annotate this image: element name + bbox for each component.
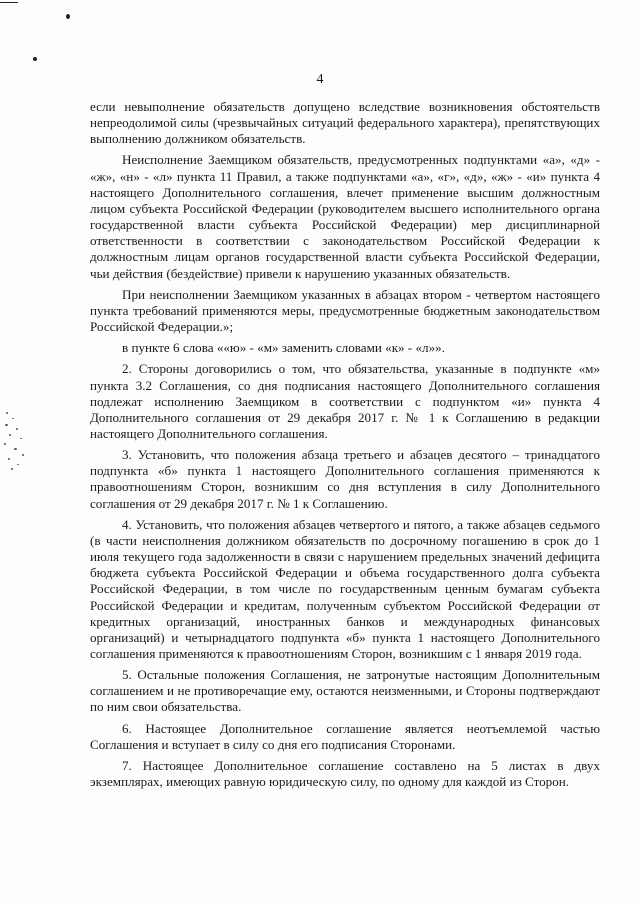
scan-noise [2, 410, 42, 472]
paragraph-item-3: 3. Установить, что положения абзаца третьего и абзацев десятого – тринадцатого подпункта «б» пункта 1 настоящего Дополнительного соглашения применяются к правоотношениям Сторон, возникшим со дня вступления в силу Дополнительного соглашения от 29 декабря 2017 г. № 1 к Соглашению. [90, 447, 600, 511]
scan-speck [33, 57, 37, 61]
document-body [90, 99, 600, 795]
paragraph-disciplinary-liability: Неисполнение Заемщиком обязательств, предусмотренных подпунктами «а», «д» - «ж», «н» - «л» пункта 11 Правил, а также подпунктами «а», «г», «д», «ж» - «и» пункта 4 настоящего Дополнительного соглашения, влечет применение высшим должностным лицом субъекта Российской Федерации (руководителем высшего исполнительного органа государственной власти субъекта Российской Федерации) мер дисциплинарной ответственности в соответствии с законодательством Российской Федерации к должностным лицам органов государственной власти субъекта Российской Федерации, чьи действия (бездействие) привели к нарушению указанных обязательств. [90, 152, 600, 281]
paragraph-item-6: 6. Настоящее Дополнительное соглашение является неотъемлемой частью Соглашения и вступает в силу со дня его подписания Сторонами. [90, 720, 600, 752]
paragraph-item-2: 2. Стороны договорились о том, что обязательства, указанные в подпункте «м» пункта 3.2 Соглашения, со дня подписания настоящего Дополнительного соглашения подлежат исполнению Заемщиком в соответствии с подпунктом «и» пункта 4 Дополнительного соглашения от 29 декабря 2017 г. № 1 к Соглашению в редакции настоящего Дополнительного соглашения. [90, 361, 600, 441]
paragraph-item-7: 7. Настоящее Дополнительное соглашение составлено на 5 листах в двух экземплярах, имеющих равную юридическую силу, по одному для каждой из Сторон. [90, 757, 600, 790]
paragraph-force-majeure: если невыполнение обязательств допущено вследствие возникновения обстоятельств непреодолимой силы (чрезвычайных ситуаций федерального характера), препятствующих выполнению должником обязательств. [90, 99, 600, 147]
paragraph-item-4: 4. Установить, что положения абзацев четвертого и пятого, а также абзацев седьмого (в части неисполнения должником обязательств по досрочному погашению в срок до 1 июля текущего года задолженности в связи с нарушением предельных значений дефицита бюджета субъекта Российской Федерации и объема государственного долга субъекта Российской Федерации, в том числе по государственным ценным бумагам субъекта Российской Федерации и кредитам, полученным субъектом Российской Федерации от кредитных организаций, иностранных банков и международных финансовых организаций) и четырнадцатого подпункта «б» пункта 1 настоящего Дополнительного соглашения применяются к правоотношениям Сторон, возникшим с 1 января 2019 года. [90, 516, 600, 661]
paragraph-point-6-amendment: в пункте 6 слова ««ю» - «м» заменить словами «к» - «л»». [122, 340, 445, 356]
page-number: 4 [316, 72, 324, 87]
paragraph-item-5: 5. Остальные положения Соглашения, не затронутые настоящим Дополнительным соглашением и не противоречащие ему, остаются неизменными, и Стороны подтверждают по ним свои обязательства. [90, 667, 600, 715]
scan-speck [0, 2, 18, 3]
paragraph-budget-measures: При неисполнении Заемщиком указанных в абзацах втором - четвертом настоящего пункта требований применяются меры, предусмотренные бюджетным законодательством Российской Федерации.»; [90, 286, 600, 335]
scan-speck [66, 14, 70, 19]
